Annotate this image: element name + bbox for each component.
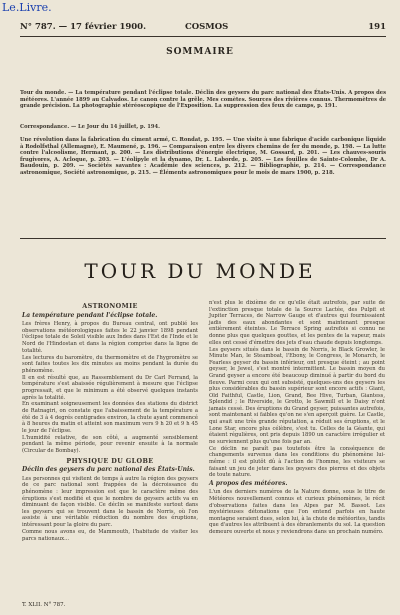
section-title: TOUR DU MONDE: [84, 259, 316, 283]
paragraph: Comme nous avons eu, de Mammouth, l'habitude de visiter les parcs nationaux...: [22, 528, 198, 542]
paragraph: Les frères Henry, à propos du Bureau central, ont publié les observations météorologiques faites le 22 janvier 1898 pendant l'éclipse totale de Soleil visible aux Indes dans l'Est de l'Inde et le Nord de l'Hindostan et dans la région comprise dans la ligne de totalité.: [22, 321, 198, 354]
paragraph: L'humidité relative, de son côté, a augmenté sensiblement pendant la même période, pour revenir ensuite à la normale (Circular de Bombay).: [22, 434, 198, 455]
page-footer: T. XLII. N° 787.: [22, 602, 66, 608]
section-heading-physique: PHYSIQUE DU GLOBE: [66, 456, 154, 465]
sommaire-title: SOMMAIRE: [166, 47, 234, 57]
subsection-heading: Déclin des geysers du parc national des États-Unis.: [22, 466, 195, 474]
subsection-heading: La température pendant l'éclipse totale.: [22, 311, 158, 319]
header-rule: [20, 36, 386, 37]
right-column: [209, 300, 385, 536]
section-heading-astronomie: ASTRONOMIE: [82, 302, 138, 310]
paragraph: Les personnes qui visitent de temps à autre la région des geysers de ce parc national sont frappées de la décroissance du phénomène : leur impression est que le caractère même des éruptions s'est modifié et que le nombre de geysers actifs va en diminuant de façon visible. Ce déclin se manifeste surtout dans les geysers qui se trouvent dans le bassin de Norris, où l'on assiste à une véritable réduction du nombre des éruptions, intéressant pour la gloire du parc.: [22, 475, 198, 528]
paragraph: En examinant soigneusement les données des stations du district de Ratnagiri, on constate que l'abaissement de la température a été de 3 à 4 degrés centigrades environ, la chute ayant commencé à 8 heures du matin et atteint son maximum vers 9 h 20 et 9 h 45 le jour de l'éclipse.: [22, 401, 198, 434]
summary-paragraph-3: Une révolution dans la fabrication du ciment armé, C. Rondat, p. 195. — Une visite à une fabrique d'acide carbonique liquide à Rodolfsthal (Allemagne), E. Maumené, p. 196. — Comparaison entre les divers chemins de fer du monde, p. 198. — La lutte contre l'alcoolisme, Hermant, p. 200. — Les distributions d'énergie électrique, M. Gossard, p. 201. — Les chauves-souris frugivores, A. Acloque, p. 203. — L'éolipyle et la dynamo, Dr. L. Laborde, p. 205. — Les fouilles de Sainte-Colombe, Dr A. Baudouin, p. 209. — Sociétés savantes : Académie des sciences, p. 212. — Bibliographie, p. 214. — Correspondance astronomique, Société astronomique, p. 215. — Éléments astronomiques pour le mois de mars 1900, p. 218.: [20, 137, 386, 176]
paragraph: Il en est résulté que, au Rassemblement du Dr Carl Ferrand, la température s'est abaissée régulièrement à mesure que l'éclipse progressait, et que le minimum a été observé quelques instants après la totalité.: [22, 374, 198, 401]
summary-paragraph-1: Tour du monde. — La température pendant l'éclipse totale. Déclin des geysers du parc national des États-Unis. A propos des météores. L'année 1899 au Calvados. Le canon contre la grêle. Mes comètes. Sources des rivières connus. Thermomètres de grande précision. La photographie stéréoscopique de l'Exposition. La suppression des feux de camps, p. 191.: [20, 90, 386, 110]
left-column: [22, 300, 198, 543]
issue-number: N° 787. — 17 février 1900.: [20, 22, 147, 32]
paragraph: Les geysers situés dans le bassin de Norris, le Black Growler, le Minute Man, le Steamboat, l'Ebony, le Congress, le Monarch, le Fearless geyser du bassin inférieur, ont presque éteint ; au point geyser, le Jewel, s'est montré intermittent. Le bassin moyen du Grand geyser a encore été beaucoup diminué à partir du bord du fleuve. Parmi ceux qui ont subsisté, quelques-uns des geysers les plus considérables du bassin supérieur sont encore actifs : Giant, Old Faithful, Castle, Lion, Grand, Bee Hive, Turban, Giantess, Splendid ; le Riverside, le Grotto, le Sawmill et le Daisy n'ont jamais cessé. Des éruptions du Grand geyser, puissantes autrefois, sont maintenant si faibles qu'on ne s'en aperçoit guère. Le Castle, qui avait une très grande réputation, a réduit ses éruptions, et le Lone Star, encore plus célèbre, s'est tu. Celles de la Géante, qui étaient régulières, ont pris depuis 1890 un caractère irrégulier et ne surviennent plus qu'une fois par an.: [209, 346, 385, 445]
summary-rule: [20, 238, 386, 239]
subsection-heading: A propos des météores.: [209, 479, 288, 487]
paragraph: Ce déclin ne paraît pas toutefois être la conséquence de changements survenus dans les conditions du phénomène lui-même : il est plutôt dû à l'action de l'homme, les visiteurs se faisant un jeu de jeter dans les geysers des pierres et des objets de toute nature.: [209, 445, 385, 479]
watermark-logo: Le.Livre.: [2, 1, 52, 14]
paragraph: Les lectures du baromètre, du thermomètre et de l'hygromètre se sont faites toutes les dix minutes au moins pendant la durée du phénomène.: [22, 354, 198, 374]
page-number: 191: [368, 22, 386, 32]
page-header: [20, 22, 386, 36]
summary-paragraph-2: Correspondance. — Le Jour du 14 juillet, p. 194.: [20, 124, 160, 130]
paragraph: L'un des derniers numéros de la Nature donne, sous le titre de Météores nouvellement connus et curieux phénomènes, le récit d'observations faites dans les Alpes par M. Bassot. Les mystérieuses détonations que l'on entend parfois en haute montagne seraient dues, selon lui, à la chute de météorites, tandis que d'autres les attribuent à des ébranlements du sol. La question demeure ouverte et nous y reviendrons dans un prochain numéro.: [209, 489, 385, 535]
journal-title: COSMOS: [185, 22, 229, 32]
paragraph: n'est plus le dixième de ce qu'elle était autrefois, par suite de l'extinction presque totale de la Source Lactée, des Pulpit et Jupiter Terraces, de Narrow Gauge et d'autres qui fournissaient jadis des eaux abondantes et sont maintenant presque entièrement éteintes. Le Terrace Spring autrefois si connu ne donne plus que quelques gouttes, et les pentes de la vapeur, mais elles ont cessé d'émettre des jets d'eau chaude depuis longtemps.: [209, 300, 385, 346]
